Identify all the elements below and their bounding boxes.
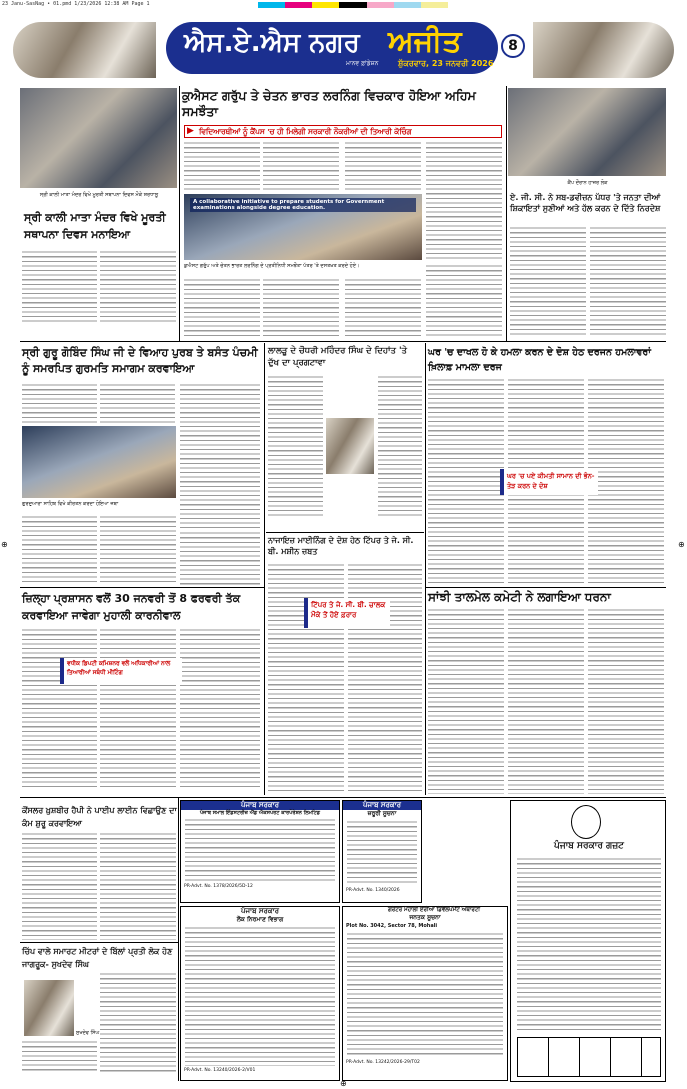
kali-mata-body [22, 250, 97, 322]
masthead-title-left: ਐਸ.ਏ.ਐਸ ਨਗਰ [184, 28, 360, 58]
swatch [339, 2, 366, 8]
gurmat-headline: ਸ੍ਰੀ ਗੁਰੂ ਗੋਬਿੰਦ ਸਿੰਘ ਜੀ ਦੇ ਵਿਆਹ ਪੁਰਬ ਤੇ ਬਸੰਤ ਪੰਚਮੀ ਨੂੰ ਸਮਰਪਿਤ ਗੁਰਮਤਿ ਸਮਾਗਮ ਕਰਵਾਇਆ [22, 346, 258, 375]
dharna-headline: ਸਾਂਝੀ ਤਾਲਮੇਲ ਕਮੇਟੀ ਨੇ ਲਗਾਇਆ ਧਰਨਾ [428, 590, 611, 604]
masthead-photo-right [533, 22, 674, 78]
page-number: 8 [501, 34, 525, 58]
lead-body-lower-2 [263, 278, 339, 338]
column-rule [506, 86, 507, 342]
carnival-body-col3 [180, 628, 260, 788]
obituary-body-col2 [378, 375, 422, 517]
ad-gmada [342, 906, 508, 1081]
masthead-date: ਸ਼ੁੱਕਰਵਾਰ, 23 ਜਨਵਰੀ 2026 [398, 59, 494, 68]
tipper-pullquote [304, 598, 390, 628]
carnival-pullquote-text: ਵਧੀਕ ਡਿਪਟੀ ਕਮਿਸ਼ਨਰ ਵਲੋਂ ਅਧਿਕਾਰੀਆਂ ਨਾਲ ਤਿਆਰੀਆਂ ਸਬੰਧੀ ਮੀਟਿੰਗ [67, 661, 171, 676]
lead-subhead [184, 125, 502, 138]
ad-notice-title: ਪੰਜਾਬ ਸਰਕਾਰ [343, 801, 421, 810]
sukhdev-singh-portrait [24, 980, 74, 1036]
ad-gmada-ref2: PR-Advt. No. 13242/2026-29/T02 [346, 1060, 420, 1065]
gazette-block [510, 800, 666, 1082]
ad-psiec-ref: PR-Advt. No. 1378/2026/5D-12 [184, 884, 253, 889]
gazette-body [517, 857, 661, 1033]
carnival-pullquote [60, 658, 182, 684]
ad-notice [342, 800, 422, 903]
gurmat-body-top [22, 383, 97, 423]
chip-meters-body-col1 [22, 1040, 97, 1074]
assault-body-col3 [588, 378, 664, 586]
lead-photo [184, 194, 422, 260]
row-rule [20, 587, 264, 588]
tipper-headline: ਨਾਜਾਇਜ਼ ਮਾਈਨਿੰਗ ਦੇ ਦੋਸ਼ ਹੇਠ ਟਿੱਪਰ ਤੇ ਜੇ. ਸੀ. ਬੀ. ਮਸ਼ੀਨ ਜ਼ਬਤ [268, 536, 414, 556]
gurmat-body-bottom2 [100, 515, 176, 585]
assault-pullquote-text: ਘਰ 'ਚ ਪਏ ਕੀਮਤੀ ਸਾਮਾਨ ਦੀ ਭੰਨ-ਤੋੜ ਕਰਨ ਦੇ ਦੋਸ਼ [507, 472, 595, 490]
grievance-camp-caption: ਕੈਂਪ ਦੌਰਾਨ ਹਾਜ਼ਰ ਲੋਕ [567, 180, 608, 186]
lead-body-col4 [426, 141, 502, 259]
carnival-headline: ਜ਼ਿਲ੍ਹਾ ਪ੍ਰਸ਼ਾਸਨ ਵਲੋਂ 30 ਜਨਵਰੀ ਤੋਂ 8 ਫਰਵਰੀ ਤੱਕ ਕਰਵਾਇਆ ਜਾਵੇਗਾ ਮੁਹਾਲੀ ਕਾਰਨੀਵਾਲ [22, 592, 241, 622]
kali-mata-photo [20, 88, 177, 188]
row-rule [266, 532, 424, 533]
assault-body-col1 [428, 378, 504, 586]
registration-mark-icon: ⊕ [678, 540, 685, 549]
obituary-body-col1 [268, 375, 323, 517]
gazette-emblem-icon [571, 805, 601, 839]
ad-notice-ref: PR-Advt. No. 1340/2026 [346, 888, 400, 893]
gurmat-body-col3 [180, 383, 260, 528]
ad-gmada-ref: Plot No. 3042, Sector 78, Mohali [346, 923, 438, 929]
lead-body-lower-1 [184, 278, 260, 338]
ad-pwd-ref: PR-Advt. No. 13240/2026-2/V01 [184, 1068, 256, 1073]
chip-meters-body-col2 [100, 972, 176, 1074]
swatch [421, 2, 448, 8]
color-calibration-bar [258, 2, 448, 8]
dharna-body-col3 [588, 608, 664, 794]
gazette-title: ਪੰਜਾਬ ਸਰਕਾਰ ਗਜ਼ਟ [554, 841, 624, 851]
pipeline-body-col2 [100, 832, 176, 940]
grievance-body-col1 [510, 226, 586, 336]
grievance-camp-photo [508, 88, 666, 176]
lead-subhead-text: ਵਿਦਿਆਰਥੀਆਂ ਨੂੰ ਕੈਂਪਸ 'ਚ ਹੀ ਮਿਲੇਗੀ ਸਰਕਾਰੀ ਨੌਕਰੀਆਂ ਦੀ ਤਿਆਰੀ ਕੋਚਿੰਗ [199, 127, 412, 136]
registration-mark-icon: ⊕ [340, 1079, 347, 1088]
ad-notice-sub: ਜ਼ਰੂਰੀ ਸੂਚਨਾ [367, 810, 397, 817]
grievance-camp-headline: ਏ. ਜੀ. ਸੀ. ਨੇ ਸਬ-ਡਵੀਜ਼ਨ ਪੱਧਰ 'ਤੇ ਜਨਤਾ ਦੀਆਂ ਸ਼ਿਕਾਇਤਾਂ ਸੁਣੀਆਂ ਅਤੇ ਹੱਲ ਕਰਨ ਦੇ ਦਿੱਤੇ ਨਿਰਦੇਸ਼ [510, 193, 661, 213]
ad-psiec [180, 800, 340, 903]
row-rule [20, 341, 666, 342]
ad-psiec-title: ਪੰਜਾਬ ਸਰਕਾਰ [181, 801, 339, 810]
masthead-banner [166, 22, 498, 74]
column-rule [178, 798, 179, 1081]
swatch [312, 2, 339, 8]
ad-psiec-sub: ਪੰਜਾਬ ਸਮਾਲ ਇੰਡਸਟਰੀਜ਼ ਐਂਡ ਐਕਸਪੋਰਟ ਕਾਰਪੋਰੇਸ਼ਨ ਲਿਮਟਿਡ [199, 810, 321, 816]
masthead-photo-left [13, 22, 156, 78]
ad-pwd [180, 906, 340, 1081]
pipeline-body-col1 [22, 832, 97, 940]
obituary-portrait [326, 418, 374, 474]
row-rule [426, 587, 666, 588]
gazette-table [517, 1037, 661, 1077]
obituary-headline: ਲਾਲੜੂ ਦੇ ਚੌਧਰੀ ਮਹਿੰਦਰ ਸਿੰਘ ਦੇ ਦਿਹਾਂਤ 'ਤੇ ਦੁੱਖ ਦਾ ਪ੍ਰਗਟਾਵਾ [268, 346, 407, 368]
masthead-subtitle: ਮਾਨਵ ਫ਼ਾਂਡੇਸ਼ਨ [346, 60, 379, 67]
kali-mata-caption: ਸ੍ਰੀ ਕਾਲੀ ਮਾਤਾ ਮੰਦਰ ਵਿਖੇ ਮੂਰਤੀ ਸਥਾਪਨਾ ਦਿਵਸ ਮੌਕੇ ਸ਼ਰਧਾਲੂ [39, 192, 159, 198]
column-rule [264, 343, 265, 795]
kali-mata-body-col2 [100, 250, 176, 322]
ad-pwd-title: ਪੰਜਾਬ ਸਰਕਾਰ [240, 907, 279, 915]
lead-photo-banner: A collaborative initiative to prepare students for Government examinations alongside degree education. [190, 198, 416, 212]
assault-pullquote [500, 469, 598, 495]
ad-gmada-body [347, 932, 503, 1058]
chip-meters-headline: ਚਿੱਪ ਵਾਲੇ ਸਮਾਰਟ ਮੀਟਰਾਂ ਦੇ ਬਿੱਲਾਂ ਪ੍ਰਤੀ ਲੋਕ ਹੋਣ ਜਾਗਰੂਕ- ਸੁਖਦੇਵ ਸਿੰਘ [22, 947, 173, 969]
gurmat-photo [22, 426, 176, 498]
carnival-body-col2 [100, 628, 176, 788]
swatch [367, 2, 394, 8]
gurmat-body-bottom1 [22, 515, 97, 585]
gurmat-body-bottom3 [180, 531, 260, 585]
ad-gmada-title: ਗਰੇਟਰ ਮੋਹਾਲੀ ਏਰੀਆ ਡਿਵੈਲਪਮੈਂਟ ਅਥਾਰਟੀ [387, 907, 481, 913]
kali-mata-headline: ਸ੍ਰੀ ਕਾਲੀ ਮਾਤਾ ਮੰਦਰ ਵਿਖੇ ਮੂਰਤੀ ਸਥਾਪਨਾ ਦਿਵਸ ਮਨਾਇਆ [24, 211, 166, 241]
lead-body-col1 [184, 141, 260, 191]
ad-psiec-body [185, 818, 335, 882]
masthead-title-right: ਅਜੀਤ [388, 24, 462, 59]
grievance-body-col2 [590, 226, 666, 336]
masthead [13, 14, 674, 84]
gurmat-caption: ਗੁਰਦੁਆਰਾ ਸਾਹਿਬ ਵਿਖੇ ਕੀਰਤਨ ਕਰਦਾ ਹੋਇਆ ਜਥਾ [22, 501, 119, 507]
swatch [394, 2, 421, 8]
dharna-body-col2 [508, 608, 584, 794]
registration-mark-icon: ⊕ [1, 540, 8, 549]
lead-subhead-arrow-icon: ▶ [187, 126, 194, 136]
swatch [258, 2, 285, 8]
lead-body-col3 [345, 141, 421, 191]
column-rule [179, 86, 180, 342]
lead-headline: ਕੁਐਸਟ ਗਰੁੱਪ ਤੇ ਚੇਤਨ ਭਾਰਤ ਲਰਨਿੰਗ ਵਿਚਕਾਰ ਹੋਇਆ ਅਹਿਮ ਸਮਝੌਤਾ [182, 88, 476, 119]
assault-headline: ਘਰ 'ਚ ਦਾਖਲ ਹੋ ਕੇ ਹਮਲਾ ਕਰਨ ਦੇ ਦੋਸ਼ ਹੇਠ ਦਰਜਨ ਹਮਲਾਵਰਾਂ ਖ਼ਿਲਾਫ਼ ਮਾਮਲਾ ਦਰਜ [428, 347, 651, 373]
ad-pwd-sub: ਲੋਕ ਨਿਰਮਾਣ ਵਿਭਾਗ [236, 916, 284, 923]
row-rule [20, 797, 666, 798]
lead-caption: ਕੁਐਸਟ ਗਰੁੱਪ ਅਤੇ ਚੇਤਨ ਭਾਰਤ ਲਰਨਿੰਗ ਦੇ ਪ੍ਰਤੀਨਿਧੀ ਸਮਝੌਤਾ ਪੱਤਰ 'ਤੇ ਦਸਤਖ਼ਤ ਕਰਦੇ ਹੋਏ। [184, 263, 360, 269]
row-rule [20, 942, 178, 943]
swatch [285, 2, 312, 8]
ad-gmada-sub: ਜਨਤਕ ਸੂਚਨਾ [409, 914, 441, 921]
sukhdev-singh-caption: ਸੁਖਦੇਵ ਸਿੰਘ [76, 1030, 100, 1036]
dharna-body-col1 [428, 608, 504, 794]
pipeline-headline: ਕੌਂਸਲਰ ਖ਼ੁਸ਼ਬੀਰ ਹੈਪੀ ਨੇ ਪਾਈਪ ਲਾਈਨ ਵਿਛਾਉਣ ਦਾ ਕੰਮ ਸ਼ੁਰੂ ਕਰਵਾਇਆ [22, 806, 177, 828]
lead-body-lower-4 [426, 264, 502, 338]
lead-body-lower-3 [345, 278, 421, 338]
ad-notice-body [347, 820, 417, 886]
carnival-body-col1 [22, 628, 97, 788]
gurmat-body-top2 [100, 383, 175, 423]
tipper-pullquote-text: ਟਿੱਪਰ ਤੇ ਜੇ. ਸੀ. ਬੀ. ਚਾਲਕ ਮੌਕੇ ਤੋਂ ਹੋਏ ਫ਼ਰਾਰ [311, 601, 386, 619]
column-rule [425, 343, 426, 795]
top-file-info: 23 Janu-SasNag • 01.pmd 1/23/2026 12:38 AM Page 1 [2, 1, 150, 7]
ad-pwd-body [185, 926, 335, 1066]
lead-body-col2 [263, 141, 339, 191]
